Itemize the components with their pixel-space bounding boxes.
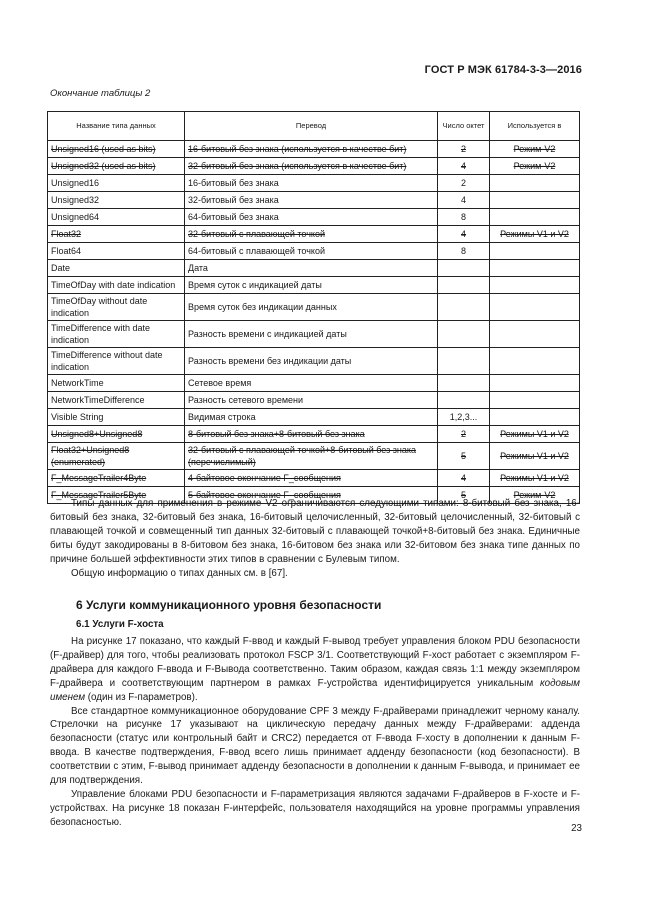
- table-row: [48, 443, 580, 470]
- table-body: [48, 141, 580, 504]
- cell-type-name: F_MessageTrailer4Byte: [48, 470, 185, 487]
- cell-translation: 4-байтовое окончание F_сообщения: [185, 470, 438, 487]
- cell-used-in: Режим-V2: [490, 141, 580, 158]
- cell-translation: 16-битовый без знака (используется в качестве бит): [185, 141, 438, 158]
- cell-octets: [438, 321, 490, 348]
- cell-used-in: [490, 375, 580, 392]
- cell-octets: 2: [438, 141, 490, 158]
- cell-translation: Разность времени без индикации даты: [185, 348, 438, 375]
- cell-used-in: [490, 209, 580, 226]
- cell-used-in: [490, 321, 580, 348]
- cell-type-name: Float64: [48, 243, 185, 260]
- table-row: [48, 209, 580, 226]
- paragraph-management: Управление блоками PDU безопасности и F-параметризация являются задачами F-драйверов в F-хосте и F-устройствах. На рисунке 18 показан F-интерфейс, пользователя находящийся на уровне программы управления безопасностью.: [50, 788, 580, 828]
- table-header-row: [48, 112, 580, 141]
- cell-translation: 8-битовый без знака+8-битовый без знака: [185, 426, 438, 443]
- cell-translation: Сетевое время: [185, 375, 438, 392]
- cell-used-in: Режим-V2: [490, 158, 580, 175]
- cell-translation: Разность времени с индикацией даты: [185, 321, 438, 348]
- code-name-term: кодовым именем: [50, 677, 580, 703]
- cell-translation: Время суток с индикацией даты: [185, 277, 438, 294]
- cell-used-in: Режимы V1 и V2: [490, 443, 580, 470]
- cell-octets: 4: [438, 158, 490, 175]
- cell-octets: 5: [438, 487, 490, 504]
- table-row: [48, 321, 580, 348]
- cell-octets: [438, 348, 490, 375]
- cell-octets: [438, 294, 490, 321]
- cell-type-name: TimeDifference without date indication: [48, 348, 185, 375]
- table-row: [48, 260, 580, 277]
- cell-type-name: F_MessageTrailer5Byte: [48, 487, 185, 504]
- cell-used-in: [490, 348, 580, 375]
- cell-type-name: Unsigned8+Unsigned8: [48, 426, 185, 443]
- header-translation: Перевод: [185, 112, 438, 141]
- table-row: [48, 409, 580, 426]
- paragraph-figure17: На рисунке 17 показано, что каждый F-ввод и каждый F-вывод требует управления блоком PDU безопасности (F-драйвер) для того, чтобы реализовать протокол FSCP 3/1. Соответствующий F-хост работает с экземпляром F-драйвера для каждого F-ввода и F-Вывода соответственно. Таким образом, каждая связь 1:1 между экземпляром F-драйвера и соответствующим партнером в рамках F-устройства идентифицируется уникальным кодовым именем (один из F-параметров).: [50, 636, 580, 703]
- paragraph-v2-types: Типы данных для применения в режиме V2 ограничиваются следующими типами: 8-битовый без знака, 16-битовый без знака, 32-битовый без знака, 16-битовый целочисленный, 32-битовый целочисленный, 32-битовый с плавающей точкой и совмещенный тип данных 32-битовый с плавающей точкой+8-битовый без знака. Единичные биты будут закодированы в 8-битовом без знака, 16-битовом без знака или 32-битовом без знака типе данных по причине большей эффективности этих типов в сравнении с Булевым типом.: [50, 498, 580, 565]
- table-row: [48, 192, 580, 209]
- table-row: [48, 392, 580, 409]
- header-octets: Число октет: [438, 112, 490, 141]
- table-row: [48, 470, 580, 487]
- cell-octets: 4: [438, 470, 490, 487]
- cell-used-in: Режимы V1 и V2: [490, 426, 580, 443]
- page-number: 23: [571, 823, 582, 834]
- cell-translation: Видимая строка: [185, 409, 438, 426]
- cell-octets: 8: [438, 209, 490, 226]
- cell-type-name: Float32: [48, 226, 185, 243]
- cell-octets: 4: [438, 226, 490, 243]
- subsection-heading: 6.1 Услуги F-хоста: [76, 619, 164, 630]
- cell-octets: 4: [438, 192, 490, 209]
- cell-octets: 2: [438, 175, 490, 192]
- section-heading: 6 Услуги коммуникационного уровня безопасности: [76, 598, 382, 612]
- cell-type-name: Unsigned64: [48, 209, 185, 226]
- cell-type-name: Unsigned32: [48, 192, 185, 209]
- paragraph-block-1: [50, 497, 580, 580]
- cell-type-name: NetworkTime: [48, 375, 185, 392]
- cell-octets: 5: [438, 443, 490, 470]
- cell-octets: [438, 375, 490, 392]
- cell-translation: 5-байтовое окончание F_сообщения: [185, 487, 438, 504]
- table-row: [48, 243, 580, 260]
- cell-octets: [438, 260, 490, 277]
- cell-type-name: TimeDifference with date indication: [48, 321, 185, 348]
- cell-type-name: Unsigned32 (used as bits): [48, 158, 185, 175]
- cell-translation: Разность сетевого времени: [185, 392, 438, 409]
- cell-type-name: Float32+Unsigned8 (enumerated): [48, 443, 185, 470]
- table-row: [48, 426, 580, 443]
- cell-octets: 2: [438, 426, 490, 443]
- cell-used-in: Режим-V2: [490, 487, 580, 504]
- cell-translation: 16-битовый без знака: [185, 175, 438, 192]
- cell-type-name: TimeOfDay without date indication: [48, 294, 185, 321]
- cell-translation: 64-битовый без знака: [185, 209, 438, 226]
- cell-used-in: [490, 294, 580, 321]
- cell-octets: [438, 392, 490, 409]
- header-used-in: Используется в: [490, 112, 580, 141]
- table-row: [48, 277, 580, 294]
- table-row: [48, 226, 580, 243]
- cell-used-in: [490, 243, 580, 260]
- cell-used-in: [490, 392, 580, 409]
- cell-octets: [438, 277, 490, 294]
- cell-translation: 32-битовый без знака: [185, 192, 438, 209]
- cell-type-name: TimeOfDay with date indication: [48, 277, 185, 294]
- cell-type-name: NetworkTimeDifference: [48, 392, 185, 409]
- cell-translation: Время суток без индикации данных: [185, 294, 438, 321]
- cell-type-name: Visible String: [48, 409, 185, 426]
- cell-translation: 32-битовый с плавающей точкой: [185, 226, 438, 243]
- cell-translation: 32-битовый без знака (используется в качестве бит): [185, 158, 438, 175]
- cell-used-in: [490, 175, 580, 192]
- table-row: [48, 375, 580, 392]
- cell-type-name: Unsigned16: [48, 175, 185, 192]
- paragraph-black-channel: Все стандартное коммуникационное оборудование CPF 3 между F-драйверами принадлежит черному каналу. Стрелочки на рисунке 17 указывают на циклическую передачу данных между F-драйверами: адденда безопасности (статус или контрольный байт и CRC2) передается от F-ввода F-хосту в дополнении к данным F-ввода. В качестве подтверждения, F-ввод всего лишь принимает адденду безопасности (код безопасности). В соответствии с этим, F-вывод принимает адденду безопасности в дополнении к данным F-вывода, и принимает ее для подтверждения.: [50, 705, 580, 787]
- table-row: [48, 348, 580, 375]
- cell-used-in: Режимы V1 и V2: [490, 470, 580, 487]
- cell-translation: Дата: [185, 260, 438, 277]
- cell-used-in: [490, 192, 580, 209]
- cell-type-name: Unsigned16 (used as bits): [48, 141, 185, 158]
- cell-translation: 32-битовый с плавающей точкой+8-битовый без знака (перечислимый): [185, 443, 438, 470]
- table-caption: Окончание таблицы 2: [50, 88, 151, 99]
- paragraph-general-info: Общую информацию о типах данных см. в [67].: [71, 567, 288, 579]
- paragraph-block-2: [50, 635, 580, 830]
- cell-used-in: [490, 260, 580, 277]
- cell-used-in: Режимы V1 и V2: [490, 226, 580, 243]
- cell-used-in: [490, 409, 580, 426]
- cell-used-in: [490, 277, 580, 294]
- table-row: [48, 158, 580, 175]
- header-type-name: Название типа данных: [48, 112, 185, 141]
- data-types-table: [47, 111, 580, 504]
- table-row: [48, 175, 580, 192]
- table-row: [48, 141, 580, 158]
- document-standard-header: ГОСТ Р МЭК 61784-3-3—2016: [424, 64, 582, 76]
- cell-type-name: Date: [48, 260, 185, 277]
- cell-octets: 1,2,3...: [438, 409, 490, 426]
- cell-octets: 8: [438, 243, 490, 260]
- table-row: [48, 294, 580, 321]
- cell-translation: 64-битовый с плавающей точкой: [185, 243, 438, 260]
